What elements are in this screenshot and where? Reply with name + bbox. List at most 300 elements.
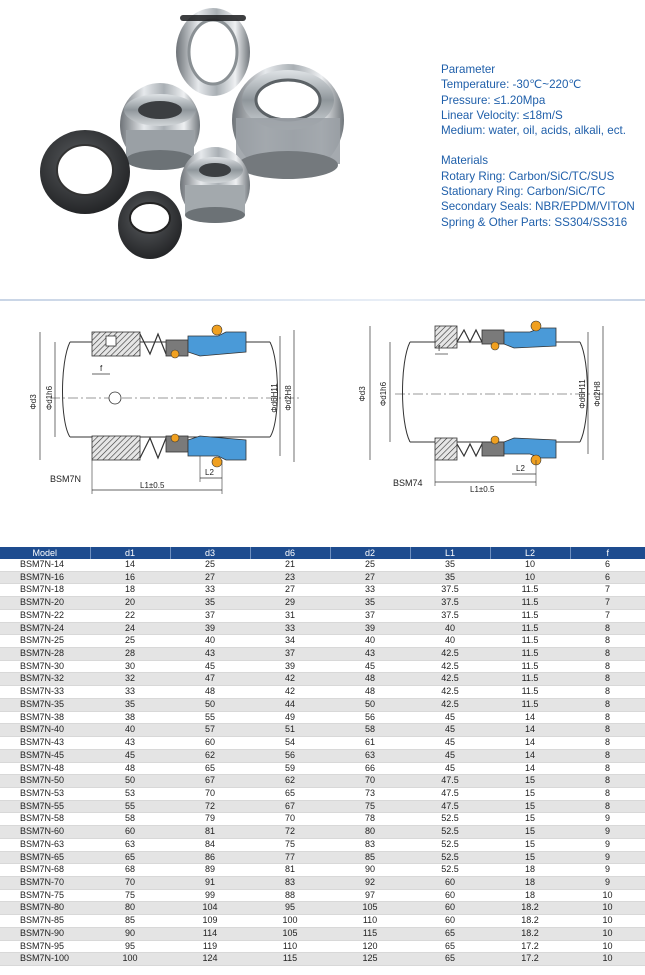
cell-f: 9 [570, 876, 645, 889]
cell-d1: 60 [90, 826, 170, 839]
cell-d1: 16 [90, 571, 170, 584]
cell-l2: 10 [490, 559, 570, 571]
cell-d3: 72 [170, 800, 250, 813]
seal-ring-top [176, 8, 250, 96]
cell-l2: 14 [490, 762, 570, 775]
cell-d3: 48 [170, 686, 250, 699]
cell-l1: 35 [410, 571, 490, 584]
cell-d1: 24 [90, 622, 170, 635]
cell-l2: 11.5 [490, 698, 570, 711]
cell-l2: 14 [490, 737, 570, 750]
cell-d6: 29 [250, 597, 330, 610]
cell-f: 9 [570, 864, 645, 877]
cell-d2: 56 [330, 711, 410, 724]
cell-l1: 60 [410, 902, 490, 915]
cell-model: BSM7N-14 [0, 559, 90, 571]
cell-d2: 48 [330, 686, 410, 699]
cell-d2: 110 [330, 915, 410, 928]
column-header-f: f [570, 547, 645, 559]
dim-l1-right: L1±0.5 [470, 485, 495, 494]
cell-d3: 55 [170, 711, 250, 724]
cell-d3: 47 [170, 673, 250, 686]
cell-l1: 65 [410, 953, 490, 966]
cell-d2: 37 [330, 609, 410, 622]
cell-f: 9 [570, 851, 645, 864]
cell-l1: 47.5 [410, 787, 490, 800]
table-row [0, 686, 645, 699]
cell-d6: 54 [250, 737, 330, 750]
parameter-pressure: Pressure: ≤1.20Mpa [441, 93, 546, 107]
table-row [0, 559, 645, 571]
cell-d3: 45 [170, 660, 250, 673]
cell-f: 8 [570, 660, 645, 673]
cell-f: 10 [570, 927, 645, 940]
cell-l1: 60 [410, 876, 490, 889]
cell-d2: 27 [330, 571, 410, 584]
cell-d3: 81 [170, 826, 250, 839]
cell-d2: 70 [330, 775, 410, 788]
cell-d3: 86 [170, 851, 250, 864]
cell-d3: 60 [170, 737, 250, 750]
cell-l2: 15 [490, 851, 570, 864]
cell-l1: 42.5 [410, 686, 490, 699]
cell-d1: 63 [90, 838, 170, 851]
cell-model: BSM7N-70 [0, 876, 90, 889]
cell-d1: 25 [90, 635, 170, 648]
cell-l2: 17.2 [490, 953, 570, 966]
cell-l1: 42.5 [410, 698, 490, 711]
cell-d6: 31 [250, 609, 330, 622]
drawing-bsm74 [358, 321, 605, 494]
cell-l2: 14 [490, 749, 570, 762]
cell-l2: 18 [490, 864, 570, 877]
cell-d1: 68 [90, 864, 170, 877]
cell-model: BSM7N-43 [0, 737, 90, 750]
dim-f-left: f [100, 364, 103, 373]
cell-d6: 75 [250, 838, 330, 851]
cell-l2: 15 [490, 775, 570, 788]
cell-l1: 35 [410, 559, 490, 571]
section-divider [0, 299, 645, 301]
cell-d2: 80 [330, 826, 410, 839]
parameter-medium: Medium: water, oil, acids, alkali, ect. [441, 124, 626, 138]
cell-l1: 52.5 [410, 826, 490, 839]
cell-model: BSM7N-33 [0, 686, 90, 699]
cell-f: 8 [570, 724, 645, 737]
product-photo [0, 0, 420, 300]
cell-l1: 47.5 [410, 775, 490, 788]
cell-d3: 40 [170, 635, 250, 648]
cell-d2: 58 [330, 724, 410, 737]
cell-d2: 105 [330, 902, 410, 915]
dim-l2-right: L2 [516, 464, 525, 473]
cell-l2: 18.2 [490, 927, 570, 940]
cell-d3: 84 [170, 838, 250, 851]
cell-l2: 11.5 [490, 686, 570, 699]
cell-d3: 62 [170, 749, 250, 762]
drawing-bsm7n [29, 325, 300, 494]
cell-d3: 39 [170, 622, 250, 635]
cell-l1: 52.5 [410, 838, 490, 851]
cell-d6: 62 [250, 775, 330, 788]
seal-assembly-left [120, 83, 200, 170]
cell-l2: 18 [490, 876, 570, 889]
cell-d3: 57 [170, 724, 250, 737]
cell-d2: 92 [330, 876, 410, 889]
cell-l2: 15 [490, 787, 570, 800]
cell-d1: 38 [90, 711, 170, 724]
cell-d6: 23 [250, 571, 330, 584]
cell-d1: 70 [90, 876, 170, 889]
cell-f: 8 [570, 737, 645, 750]
cell-d1: 43 [90, 737, 170, 750]
cell-l1: 52.5 [410, 813, 490, 826]
cell-l2: 15 [490, 813, 570, 826]
cell-d2: 63 [330, 749, 410, 762]
cell-f: 8 [570, 800, 645, 813]
dim-f-right: f [438, 344, 441, 353]
cell-model: BSM7N-95 [0, 940, 90, 953]
cell-model: BSM7N-68 [0, 864, 90, 877]
column-header-d6: d6 [250, 547, 330, 559]
spec-table-wrapper [0, 547, 645, 966]
cell-d2: 45 [330, 660, 410, 673]
cell-l1: 37.5 [410, 597, 490, 610]
cell-l2: 15 [490, 838, 570, 851]
cell-l1: 42.5 [410, 660, 490, 673]
cell-model: BSM7N-75 [0, 889, 90, 902]
cell-d1: 22 [90, 609, 170, 622]
cell-d2: 83 [330, 838, 410, 851]
cell-f: 10 [570, 940, 645, 953]
table-row [0, 838, 645, 851]
table-row [0, 648, 645, 661]
cell-l1: 37.5 [410, 584, 490, 597]
table-row [0, 673, 645, 686]
column-header-l2: L2 [490, 547, 570, 559]
cell-model: BSM7N-65 [0, 851, 90, 864]
table-row [0, 826, 645, 839]
cell-d6: 49 [250, 711, 330, 724]
cell-d6: 37 [250, 648, 330, 661]
dim-d3-left: Φd3 [29, 394, 38, 410]
cell-d1: 28 [90, 648, 170, 661]
table-row [0, 915, 645, 928]
cell-d2: 120 [330, 940, 410, 953]
cell-d6: 59 [250, 762, 330, 775]
table-row [0, 724, 645, 737]
cell-l1: 60 [410, 889, 490, 902]
cell-d6: 27 [250, 584, 330, 597]
cell-d2: 75 [330, 800, 410, 813]
table-row [0, 584, 645, 597]
cell-l1: 45 [410, 737, 490, 750]
cell-d6: 42 [250, 686, 330, 699]
cell-d3: 50 [170, 698, 250, 711]
cell-l2: 18.2 [490, 902, 570, 915]
cell-l2: 18.2 [490, 915, 570, 928]
cell-f: 9 [570, 838, 645, 851]
cell-d2: 40 [330, 635, 410, 648]
technical-drawings [0, 302, 645, 540]
cell-d2: 48 [330, 673, 410, 686]
cell-d1: 55 [90, 800, 170, 813]
cell-l1: 45 [410, 724, 490, 737]
cell-d3: 27 [170, 571, 250, 584]
cell-f: 8 [570, 635, 645, 648]
cell-model: BSM7N-32 [0, 673, 90, 686]
cell-d2: 35 [330, 597, 410, 610]
cell-d1: 48 [90, 762, 170, 775]
column-header-d3: d3 [170, 547, 250, 559]
cell-d1: 75 [90, 889, 170, 902]
table-row [0, 876, 645, 889]
dim-l2-left: L2 [205, 468, 214, 477]
column-header-model: Model [0, 547, 90, 559]
table-row [0, 762, 645, 775]
table-row [0, 609, 645, 622]
cell-f: 8 [570, 673, 645, 686]
cell-model: BSM7N-30 [0, 660, 90, 673]
cell-l1: 60 [410, 915, 490, 928]
cell-d2: 33 [330, 584, 410, 597]
cell-l2: 11.5 [490, 660, 570, 673]
cell-f: 6 [570, 559, 645, 571]
cell-model: BSM7N-53 [0, 787, 90, 800]
cell-d1: 14 [90, 559, 170, 571]
cell-d1: 90 [90, 927, 170, 940]
cell-f: 8 [570, 711, 645, 724]
cell-d6: 105 [250, 927, 330, 940]
column-header-d1: d1 [90, 547, 170, 559]
cell-model: BSM7N-18 [0, 584, 90, 597]
cell-d2: 125 [330, 953, 410, 966]
black-seal-small [118, 191, 182, 259]
seal-assembly-right [232, 64, 344, 179]
table-row [0, 597, 645, 610]
cell-d6: 39 [250, 660, 330, 673]
table-body [0, 559, 645, 966]
cell-d3: 25 [170, 559, 250, 571]
cell-d6: 34 [250, 635, 330, 648]
cell-d6: 65 [250, 787, 330, 800]
cell-d1: 45 [90, 749, 170, 762]
cell-d6: 100 [250, 915, 330, 928]
materials-stationary-ring: Stationary Ring: Carbon/SiC/TC [441, 185, 606, 199]
cell-l2: 11.5 [490, 673, 570, 686]
cell-d6: 72 [250, 826, 330, 839]
parameter-temperature: Temperature: -30℃~220℃ [441, 78, 582, 92]
cell-model: BSM7N-20 [0, 597, 90, 610]
cell-d2: 73 [330, 787, 410, 800]
cell-f: 8 [570, 787, 645, 800]
cell-model: BSM7N-80 [0, 902, 90, 915]
cell-d2: 115 [330, 927, 410, 940]
table-row [0, 889, 645, 902]
cell-d2: 85 [330, 851, 410, 864]
cell-model: BSM7N-55 [0, 800, 90, 813]
cell-d2: 25 [330, 559, 410, 571]
dim-l1-left: L1±0.5 [140, 481, 165, 490]
cell-d1: 58 [90, 813, 170, 826]
seal-assembly-small [180, 147, 250, 223]
cell-d3: 89 [170, 864, 250, 877]
cell-d1: 32 [90, 673, 170, 686]
table-header-row [0, 547, 645, 559]
dim-d3-right: Φd3 [358, 386, 367, 402]
cell-d3: 114 [170, 927, 250, 940]
cell-d3: 91 [170, 876, 250, 889]
cell-d3: 99 [170, 889, 250, 902]
cell-l2: 17.2 [490, 940, 570, 953]
cell-l2: 14 [490, 724, 570, 737]
cell-d2: 50 [330, 698, 410, 711]
cell-d6: 115 [250, 953, 330, 966]
cell-f: 10 [570, 915, 645, 928]
cell-l1: 40 [410, 635, 490, 648]
cell-d1: 30 [90, 660, 170, 673]
cell-d6: 67 [250, 800, 330, 813]
cell-model: BSM7N-63 [0, 838, 90, 851]
table-row [0, 864, 645, 877]
table-row [0, 622, 645, 635]
cell-model: BSM7N-90 [0, 927, 90, 940]
materials-rotary-ring: Rotary Ring: Carbon/SiC/TC/SUS [441, 169, 615, 183]
cell-d6: 88 [250, 889, 330, 902]
cell-f: 8 [570, 749, 645, 762]
cell-d1: 95 [90, 940, 170, 953]
cell-model: BSM7N-85 [0, 915, 90, 928]
cell-model: BSM7N-50 [0, 775, 90, 788]
cell-l2: 15 [490, 800, 570, 813]
materials-secondary-seals: Secondary Seals: NBR/EPDM/VITON [441, 200, 635, 214]
cell-d6: 56 [250, 749, 330, 762]
cell-model: BSM7N-16 [0, 571, 90, 584]
parameter-velocity: Linear Velocity: ≤18m/S [441, 108, 563, 122]
cell-d3: 109 [170, 915, 250, 928]
table-row [0, 851, 645, 864]
cell-model: BSM7N-25 [0, 635, 90, 648]
spacer [441, 138, 641, 153]
cell-l1: 52.5 [410, 851, 490, 864]
cell-l2: 15 [490, 826, 570, 839]
cell-model: BSM7N-24 [0, 622, 90, 635]
cell-l2: 11.5 [490, 635, 570, 648]
cell-model: BSM7N-38 [0, 711, 90, 724]
cell-model: BSM7N-48 [0, 762, 90, 775]
dim-d6-right: Φd6H11 [578, 379, 587, 409]
cell-d1: 65 [90, 851, 170, 864]
cell-l2: 11.5 [490, 648, 570, 661]
table-row [0, 635, 645, 648]
cell-model: BSM7N-35 [0, 698, 90, 711]
cell-f: 9 [570, 813, 645, 826]
table-row [0, 927, 645, 940]
cell-d1: 20 [90, 597, 170, 610]
materials-spring-parts: Spring & Other Parts: SS304/SS316 [441, 215, 628, 229]
table-row [0, 660, 645, 673]
cell-d2: 39 [330, 622, 410, 635]
cell-d6: 110 [250, 940, 330, 953]
cell-l1: 65 [410, 940, 490, 953]
cell-d2: 61 [330, 737, 410, 750]
cell-l2: 14 [490, 711, 570, 724]
cell-d2: 43 [330, 648, 410, 661]
column-header-l1: L1 [410, 547, 490, 559]
cell-d3: 119 [170, 940, 250, 953]
cell-d1: 33 [90, 686, 170, 699]
table-row [0, 800, 645, 813]
cell-l1: 45 [410, 749, 490, 762]
cell-d1: 100 [90, 953, 170, 966]
cell-d1: 53 [90, 787, 170, 800]
cell-d6: 83 [250, 876, 330, 889]
cell-d1: 18 [90, 584, 170, 597]
cell-d1: 35 [90, 698, 170, 711]
cell-f: 10 [570, 953, 645, 966]
cell-f: 8 [570, 622, 645, 635]
spec-table [0, 547, 645, 966]
cell-d1: 80 [90, 902, 170, 915]
cell-l1: 42.5 [410, 648, 490, 661]
black-ring [40, 130, 130, 214]
cell-model: BSM7N-45 [0, 749, 90, 762]
model-label-bsm74: BSM74 [393, 478, 423, 488]
cell-l1: 37.5 [410, 609, 490, 622]
cell-l2: 18 [490, 889, 570, 902]
cell-d2: 97 [330, 889, 410, 902]
cell-d3: 43 [170, 648, 250, 661]
cell-l1: 47.5 [410, 800, 490, 813]
model-label-bsm7n: BSM7N [50, 474, 82, 484]
cell-d3: 79 [170, 813, 250, 826]
cell-l1: 45 [410, 762, 490, 775]
cell-model: BSM7N-100 [0, 953, 90, 966]
cell-f: 8 [570, 698, 645, 711]
cell-f: 10 [570, 889, 645, 902]
dim-d2-left: Φd2H8 [284, 385, 293, 411]
cell-d3: 37 [170, 609, 250, 622]
cell-l2: 11.5 [490, 584, 570, 597]
cell-d6: 42 [250, 673, 330, 686]
cell-f: 8 [570, 686, 645, 699]
cell-d1: 50 [90, 775, 170, 788]
cell-d3: 124 [170, 953, 250, 966]
cell-d6: 70 [250, 813, 330, 826]
table-row [0, 698, 645, 711]
dim-d2-right: Φd2H8 [593, 381, 602, 407]
cell-model: BSM7N-40 [0, 724, 90, 737]
cell-d3: 35 [170, 597, 250, 610]
cell-model: BSM7N-28 [0, 648, 90, 661]
cell-d1: 40 [90, 724, 170, 737]
cell-d6: 21 [250, 559, 330, 571]
cell-f: 7 [570, 597, 645, 610]
table-row [0, 711, 645, 724]
cell-d6: 44 [250, 698, 330, 711]
cell-d2: 90 [330, 864, 410, 877]
cell-f: 8 [570, 775, 645, 788]
dim-d6-left: Φd6H11 [270, 383, 279, 413]
cell-model: BSM7N-60 [0, 826, 90, 839]
materials-heading: Materials [441, 154, 489, 168]
cell-d6: 77 [250, 851, 330, 864]
cell-f: 6 [570, 571, 645, 584]
cell-model: BSM7N-58 [0, 813, 90, 826]
table-row [0, 749, 645, 762]
cell-l2: 10 [490, 571, 570, 584]
parameter-heading: Parameter [441, 63, 496, 76]
